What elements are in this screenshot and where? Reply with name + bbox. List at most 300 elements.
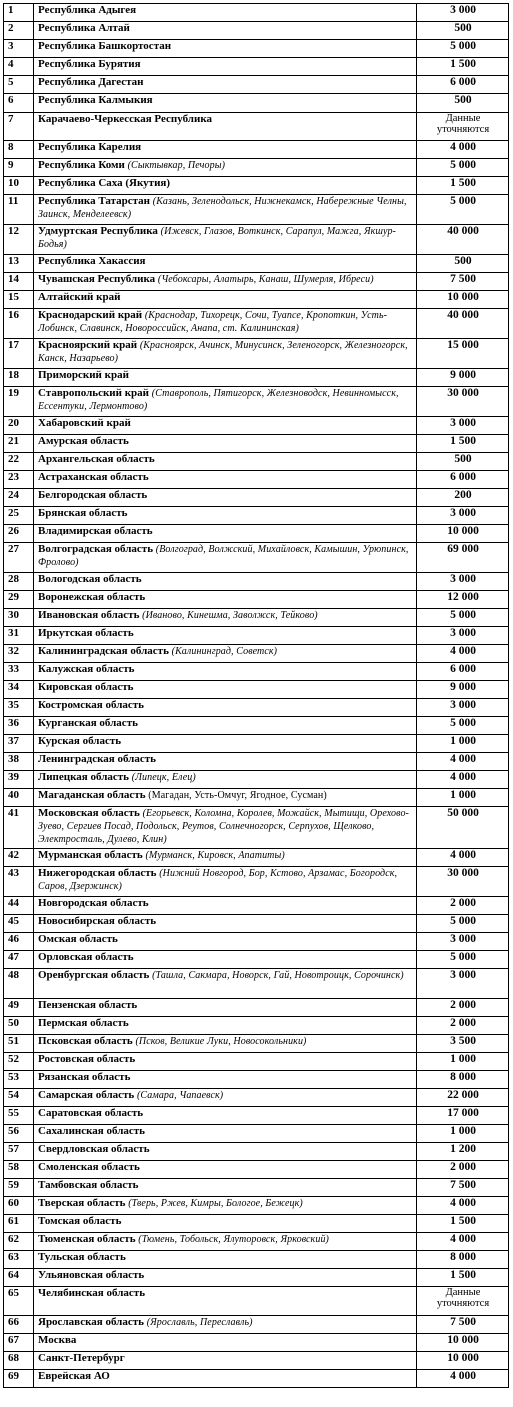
table-row	[4, 1287, 509, 1316]
region-cell	[34, 753, 417, 771]
region-name: Ульяновская область	[38, 1269, 145, 1281]
row-number: 22	[4, 453, 34, 471]
region-cell	[34, 58, 417, 76]
table-row	[4, 4, 509, 22]
value-cell: 2 000	[417, 1161, 509, 1179]
table-row	[4, 1071, 509, 1089]
row-number: 64	[4, 1269, 34, 1287]
value-cell: 1 500	[417, 435, 509, 453]
table-row	[4, 951, 509, 969]
row-number: 48	[4, 969, 34, 999]
row-number: 50	[4, 1017, 34, 1035]
region-name: Ставропольский край	[38, 387, 150, 399]
table-row	[4, 1125, 509, 1143]
region-name: Республика Алтай	[38, 22, 130, 34]
value-cell: 22 000	[417, 1089, 509, 1107]
row-number: 12	[4, 225, 34, 255]
region-name: Хабаровский край	[38, 417, 131, 429]
row-number: 34	[4, 681, 34, 699]
region-cities: (Красноярск, Ачинск, Минусинск, Зеленогорск, Железногорск, Канск, Назарьево)	[38, 340, 408, 364]
region-cell	[34, 1215, 417, 1233]
row-number: 60	[4, 1197, 34, 1215]
table-row	[4, 663, 509, 681]
value-cell: 10 000	[417, 291, 509, 309]
row-number: 14	[4, 273, 34, 291]
region-cell	[34, 591, 417, 609]
region-cell	[34, 1233, 417, 1251]
value-cell: 9 000	[417, 681, 509, 699]
table-row	[4, 1179, 509, 1197]
region-cell	[34, 789, 417, 807]
region-name: Санкт-Петербург	[38, 1352, 125, 1364]
region-name: Алтайский край	[38, 291, 121, 303]
row-number: 4	[4, 58, 34, 76]
table-row	[4, 1017, 509, 1035]
row-number: 16	[4, 309, 34, 339]
table-row	[4, 573, 509, 591]
region-name: Ленинградская область	[38, 753, 156, 765]
region-name: Ивановская область	[38, 609, 140, 621]
value-cell: 4 000	[417, 753, 509, 771]
table-row	[4, 897, 509, 915]
row-number: 59	[4, 1179, 34, 1197]
table-row	[4, 1233, 509, 1251]
region-cell	[34, 225, 417, 255]
region-cell	[34, 807, 417, 849]
region-name: Оренбургская область	[38, 969, 150, 981]
value-cell: 1 000	[417, 1125, 509, 1143]
value-cell: 1 500	[417, 1269, 509, 1287]
value-cell: 17 000	[417, 1107, 509, 1125]
region-name: Республика Коми	[38, 159, 125, 171]
region-name: Курганская область	[38, 717, 138, 729]
region-cell	[34, 663, 417, 681]
row-number: 46	[4, 933, 34, 951]
value-cell: Данные уточняются	[417, 113, 509, 141]
region-cities: (Мурманск, Кировск, Апатиты)	[145, 850, 285, 861]
table-row	[4, 369, 509, 387]
table-row	[4, 1215, 509, 1233]
region-name: Свердловская область	[38, 1143, 150, 1155]
row-number: 37	[4, 735, 34, 753]
region-name: Белгородская область	[38, 489, 148, 501]
table-row	[4, 417, 509, 435]
region-cities: (Ярославль, Переславль)	[146, 1317, 253, 1328]
table-row	[4, 291, 509, 309]
region-name: Нижегородская область	[38, 867, 157, 879]
region-cell	[34, 291, 417, 309]
row-number: 24	[4, 489, 34, 507]
row-number: 63	[4, 1251, 34, 1269]
table-row	[4, 1197, 509, 1215]
table-row	[4, 609, 509, 627]
region-name: Волгоградская область	[38, 543, 154, 555]
table-row	[4, 627, 509, 645]
table-row	[4, 699, 509, 717]
region-cell	[34, 453, 417, 471]
region-name: Республика Башкортостан	[38, 40, 172, 52]
row-number: 69	[4, 1370, 34, 1388]
region-name: Тамбовская область	[38, 1179, 139, 1191]
region-cities: (Тюмень, Тобольск, Ялуторовск, Ярковский)	[138, 1234, 329, 1245]
row-number: 58	[4, 1161, 34, 1179]
region-cell	[34, 1352, 417, 1370]
value-cell: 8 000	[417, 1071, 509, 1089]
value-cell: 10 000	[417, 1334, 509, 1352]
region-name: Тульская область	[38, 1251, 126, 1263]
row-number: 54	[4, 1089, 34, 1107]
region-cities: (Волгоград, Волжский, Михайловск, Камышин, Урюпинск, Фролово)	[38, 544, 409, 568]
value-cell: 15 000	[417, 339, 509, 369]
region-name: Приморский край	[38, 369, 129, 381]
row-number: 42	[4, 849, 34, 867]
region-name: Кировская область	[38, 681, 134, 693]
region-name: Калининградская область	[38, 645, 169, 657]
region-name: Магаданская область	[38, 789, 146, 801]
region-name: Республика Бурятия	[38, 58, 141, 70]
table-row	[4, 58, 509, 76]
value-cell: 1 000	[417, 1053, 509, 1071]
region-name: Москва	[38, 1334, 77, 1346]
region-cities: (Липецк, Елец)	[131, 772, 196, 783]
region-cell	[34, 1035, 417, 1053]
region-cell	[34, 771, 417, 789]
value-cell: Данные уточняются	[417, 1287, 509, 1316]
table-row	[4, 339, 509, 369]
region-name: Томская область	[38, 1215, 122, 1227]
region-name: Республика Калмыкия	[38, 94, 153, 106]
table-row	[4, 471, 509, 489]
row-number: 7	[4, 113, 34, 141]
value-cell: 4 000	[417, 1233, 509, 1251]
value-cell: 3 000	[417, 933, 509, 951]
region-name: Пензенская область	[38, 999, 138, 1011]
region-cell	[34, 525, 417, 543]
region-name: Вологодская область	[38, 573, 142, 585]
table-row	[4, 113, 509, 141]
region-name: Костромская область	[38, 699, 145, 711]
row-number: 2	[4, 22, 34, 40]
value-cell: 1 500	[417, 58, 509, 76]
region-name: Пермская область	[38, 1017, 129, 1029]
region-name: Сахалинская область	[38, 1125, 145, 1137]
region-name: Республика Адыгея	[38, 4, 137, 16]
value-cell: 3 000	[417, 699, 509, 717]
region-cell	[34, 1107, 417, 1125]
region-cell	[34, 1161, 417, 1179]
region-cities: (Самара, Чапаевск)	[136, 1090, 224, 1101]
region-cities: (Псков, Великие Луки, Новосокольники)	[135, 1036, 307, 1047]
region-cell	[34, 717, 417, 735]
value-cell: 5 000	[417, 951, 509, 969]
region-cell	[34, 507, 417, 525]
region-cities: (Нижний Новгород, Бор, Кстово, Арзамас, Богородск, Саров, Дзержинск)	[38, 868, 398, 892]
table-row	[4, 807, 509, 849]
row-number: 33	[4, 663, 34, 681]
region-cell	[34, 1370, 417, 1388]
value-cell: 1 500	[417, 177, 509, 195]
region-cell	[34, 1316, 417, 1334]
row-number: 66	[4, 1316, 34, 1334]
region-cell	[34, 387, 417, 417]
region-name: Архангельская область	[38, 453, 155, 465]
region-name: Еврейская АО	[38, 1370, 110, 1382]
value-cell: 3 000	[417, 627, 509, 645]
table-row	[4, 1352, 509, 1370]
region-name: Псковская область	[38, 1035, 133, 1047]
value-cell: 5 000	[417, 609, 509, 627]
row-number: 41	[4, 807, 34, 849]
table-row	[4, 681, 509, 699]
region-name: Рязанская область	[38, 1071, 131, 1083]
region-cities: (Сыктывкар, Печоры)	[127, 160, 226, 171]
region-name: Красноярский край	[38, 339, 138, 351]
row-number: 10	[4, 177, 34, 195]
table-row	[4, 771, 509, 789]
row-number: 49	[4, 999, 34, 1017]
table-row	[4, 717, 509, 735]
region-cell	[34, 273, 417, 291]
row-number: 11	[4, 195, 34, 225]
region-name: Амурская область	[38, 435, 129, 447]
value-cell: 5 000	[417, 195, 509, 225]
row-number: 52	[4, 1053, 34, 1071]
table-row	[4, 645, 509, 663]
region-cell	[34, 849, 417, 867]
row-number: 6	[4, 94, 34, 113]
table-row	[4, 94, 509, 113]
row-number: 29	[4, 591, 34, 609]
value-cell: 5 000	[417, 40, 509, 58]
region-cell	[34, 1287, 417, 1316]
value-cell: 12 000	[417, 591, 509, 609]
row-number: 20	[4, 417, 34, 435]
regions-table-body	[4, 4, 509, 1388]
value-cell: 500	[417, 22, 509, 40]
region-name: Республика Карелия	[38, 141, 142, 153]
region-cell	[34, 897, 417, 915]
value-cell: 5 000	[417, 717, 509, 735]
table-row	[4, 1053, 509, 1071]
region-cell	[34, 1071, 417, 1089]
region-cities: (Чебоксары, Алатырь, Канаш, Шумерля, Ибреси)	[157, 274, 374, 285]
table-row	[4, 915, 509, 933]
region-cell	[34, 735, 417, 753]
region-cell	[34, 915, 417, 933]
region-cell	[34, 1179, 417, 1197]
value-cell: 3 500	[417, 1035, 509, 1053]
region-cell	[34, 1251, 417, 1269]
table-row	[4, 789, 509, 807]
region-name: Республика Дагестан	[38, 76, 144, 88]
table-row	[4, 159, 509, 177]
row-number: 44	[4, 897, 34, 915]
region-name: Челябинская область	[38, 1287, 146, 1299]
value-cell: 3 000	[417, 417, 509, 435]
row-number: 51	[4, 1035, 34, 1053]
table-row	[4, 753, 509, 771]
value-cell: 4 000	[417, 1370, 509, 1388]
value-cell: 1 200	[417, 1143, 509, 1161]
row-number: 56	[4, 1125, 34, 1143]
row-number: 27	[4, 543, 34, 573]
row-number: 9	[4, 159, 34, 177]
region-cell	[34, 999, 417, 1017]
region-cell	[34, 1269, 417, 1287]
row-number: 43	[4, 867, 34, 897]
table-row	[4, 1035, 509, 1053]
region-cell	[34, 435, 417, 453]
row-number: 35	[4, 699, 34, 717]
region-name: Саратовская область	[38, 1107, 144, 1119]
region-cell	[34, 1089, 417, 1107]
row-number: 38	[4, 753, 34, 771]
row-number: 15	[4, 291, 34, 309]
region-cell	[34, 1053, 417, 1071]
region-cities: (Краснодар, Тихорецк, Сочи, Туапсе, Кропоткин, Усть-Лобинск, Славинск, Новороссийск, Анапа, ст. Калининская)	[38, 310, 388, 334]
region-cell	[34, 195, 417, 225]
value-cell: 8 000	[417, 1251, 509, 1269]
region-name: Карачаево-Черкесская Республика	[38, 113, 212, 125]
value-cell: 40 000	[417, 309, 509, 339]
row-number: 8	[4, 141, 34, 159]
region-cell	[34, 969, 417, 999]
row-number: 13	[4, 255, 34, 273]
region-name: Республика Татарстан	[38, 195, 151, 207]
region-cell	[34, 339, 417, 369]
value-cell: 69 000	[417, 543, 509, 573]
value-cell: 2 000	[417, 897, 509, 915]
region-cell	[34, 159, 417, 177]
value-cell: 1 500	[417, 1215, 509, 1233]
region-cell	[34, 417, 417, 435]
value-cell: 3 000	[417, 969, 509, 999]
value-cell: 1 000	[417, 735, 509, 753]
region-name: Московская область	[38, 807, 140, 819]
region-cell	[34, 699, 417, 717]
region-name: Курская область	[38, 735, 122, 747]
value-cell: 4 000	[417, 771, 509, 789]
region-cell	[34, 867, 417, 897]
value-cell: 30 000	[417, 387, 509, 417]
table-row	[4, 1370, 509, 1388]
region-name: Астраханская область	[38, 471, 149, 483]
row-number: 62	[4, 1233, 34, 1251]
region-cell	[34, 94, 417, 113]
table-row	[4, 867, 509, 897]
region-cell	[34, 1143, 417, 1161]
table-row	[4, 543, 509, 573]
region-cell	[34, 141, 417, 159]
region-name: Удмуртская Республика	[38, 225, 158, 237]
value-cell: 500	[417, 255, 509, 273]
table-row	[4, 255, 509, 273]
table-row	[4, 735, 509, 753]
row-number: 31	[4, 627, 34, 645]
table-row	[4, 507, 509, 525]
region-cell	[34, 489, 417, 507]
value-cell: 30 000	[417, 867, 509, 897]
value-cell: 6 000	[417, 471, 509, 489]
region-cities: (Ставрополь, Пятигорск, Железноводск, Невинномысск, Ессентуки, Лермонтово)	[38, 388, 399, 412]
table-row	[4, 387, 509, 417]
region-name: Ярославская область	[38, 1316, 144, 1328]
region-name: Воронежская область	[38, 591, 146, 603]
row-number: 45	[4, 915, 34, 933]
value-cell: 4 000	[417, 849, 509, 867]
value-cell: 500	[417, 453, 509, 471]
region-name: Брянская область	[38, 507, 128, 519]
region-cell	[34, 177, 417, 195]
table-row	[4, 969, 509, 999]
row-number: 26	[4, 525, 34, 543]
region-cell	[34, 1334, 417, 1352]
row-number: 47	[4, 951, 34, 969]
region-cell	[34, 471, 417, 489]
row-number: 23	[4, 471, 34, 489]
table-row	[4, 195, 509, 225]
row-number: 19	[4, 387, 34, 417]
region-cell	[34, 113, 417, 141]
table-row	[4, 1316, 509, 1334]
region-name: Чувашская Республика	[38, 273, 156, 285]
table-row	[4, 999, 509, 1017]
row-number: 67	[4, 1334, 34, 1352]
value-cell: 6 000	[417, 663, 509, 681]
region-cell	[34, 627, 417, 645]
row-number: 68	[4, 1352, 34, 1370]
value-cell: 7 500	[417, 1179, 509, 1197]
row-number: 39	[4, 771, 34, 789]
region-name: Омская область	[38, 933, 118, 945]
table-row	[4, 273, 509, 291]
region-cell	[34, 933, 417, 951]
region-name: Самарская область	[38, 1089, 135, 1101]
row-number: 36	[4, 717, 34, 735]
region-cell	[34, 951, 417, 969]
region-name: Орловская область	[38, 951, 134, 963]
region-name: Смоленская область	[38, 1161, 140, 1173]
table-row	[4, 1089, 509, 1107]
region-cell	[34, 255, 417, 273]
region-name: Калужская область	[38, 663, 135, 675]
value-cell: 5 000	[417, 159, 509, 177]
region-cell	[34, 369, 417, 387]
table-row	[4, 435, 509, 453]
region-cell	[34, 609, 417, 627]
region-name: Республика Хакассия	[38, 255, 146, 267]
region-cities: (Тверь, Ржев, Кимры, Бологое, Бежецк)	[128, 1198, 303, 1209]
region-name: Ростовская область	[38, 1053, 136, 1065]
table-row	[4, 525, 509, 543]
region-name: Владимирская область	[38, 525, 153, 537]
region-cell	[34, 40, 417, 58]
row-number: 21	[4, 435, 34, 453]
region-cities: (Ижевск, Глазов, Воткинск, Сарапул, Мажга, Якшур-Бодья)	[38, 226, 396, 250]
region-name: Краснодарский край	[38, 309, 143, 321]
value-cell: 3 000	[417, 507, 509, 525]
row-number: 30	[4, 609, 34, 627]
row-number: 55	[4, 1107, 34, 1125]
row-number: 1	[4, 4, 34, 22]
table-row	[4, 1143, 509, 1161]
table-row	[4, 177, 509, 195]
table-row	[4, 1161, 509, 1179]
region-cities: (Калининград, Советск)	[171, 646, 278, 657]
value-cell: 3 000	[417, 573, 509, 591]
region-name: Мурманская область	[38, 849, 143, 861]
region-cities: (Ташла, Сакмара, Новорск, Гай, Новотроицк, Сорочинск)	[152, 970, 404, 981]
